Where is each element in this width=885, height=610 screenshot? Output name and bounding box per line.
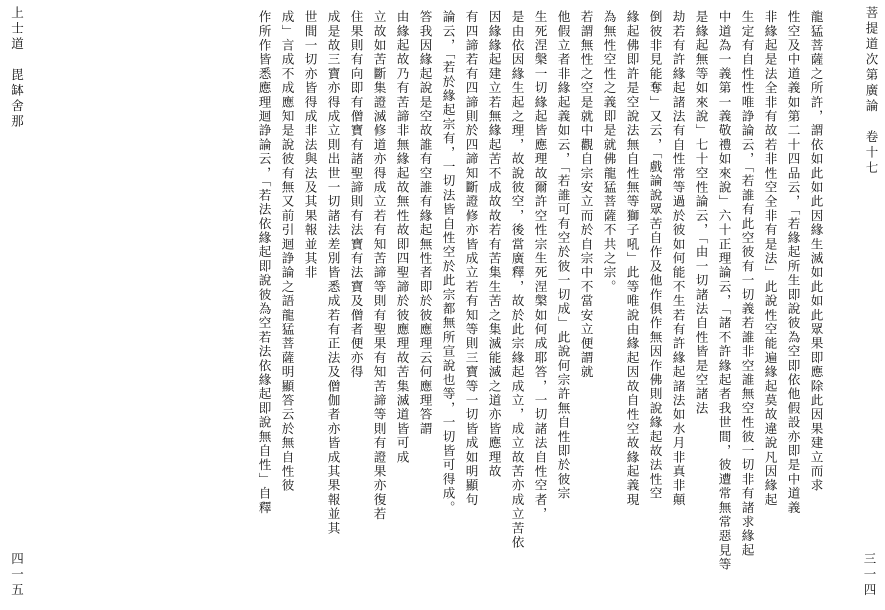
text-column: 性空及中道義如第二十四品云，「若緣起所生即說彼為空即依他假設亦即是中道義 (785, 10, 801, 515)
text-column: 倒彼非見能奪」又云，「戲論說眾苦自作及他作俱作無因作佛則說緣起故法性空 (647, 10, 663, 501)
running-head: 菩提道次第廣論 卷十七 (864, 6, 879, 177)
text-column: 答我因緣起說是空故誰有空誰有緣起無性者即於彼應理云何應理答謂 (417, 10, 433, 436)
text-column: 世間一切亦皆得成非法與法及其果報並其非 (302, 10, 318, 280)
text-column: 龍猛菩薩之所許，謂依如此如此因緣生滅如此如此眾果即應除此因果建立而求 (808, 10, 824, 493)
text-column: 因緣緣起建立若無緣起苦不成故故若有苦集生苦之集滅能滅之道亦皆應理故 (486, 10, 502, 479)
text-column: 有四諦若有四諦則於四諦知斷證修亦皆成立若有知等則三寶等一切皆成如明顯句 (463, 10, 479, 507)
text-column: 緣起佛即許是空說法無自性無等獅子吼」此等唯說由緣起因故自性空故緣起義現 (624, 10, 640, 507)
text-column: 若謂無性之空是就中觀自宗安立而於自宗中不當安立便謂就 (578, 10, 594, 380)
text-column: 是緣起無等如來說」七十空性論云，「由一切諸法自性皆是空諸法 (693, 10, 709, 416)
left-margin-note: 上士道 毘缽舍那 (9, 6, 25, 130)
text-column: 中道為一義第一義敬禮如來說」六十正理論云，「諸不許緣起者我世間，彼遭常無常惡見等 (716, 10, 732, 572)
text-column: 為無性空性之義即是就佛龍猛菩薩不共之宗。 (601, 10, 617, 294)
text-column: 是由依因緣生起之理，故說彼空，後當廣釋，故於此宗緣起成立，成立故苦亦成立苦依 (509, 10, 525, 550)
text-column: 作所作皆悉應理迴諍論云，「若法依緣起即說彼為空若法依緣起即說無自性」自釋 (256, 10, 272, 515)
text-columns (62, 10, 825, 600)
text-column: 非緣起是法全非有故若非性空全非有是法」此說性空能遍緣起莫故違說凡因緣起 (762, 10, 778, 507)
page-number-left: 四一五 (9, 551, 25, 598)
text-column: 成」言成不成應知是說彼有無又前引迴諍論之語龍猛菩薩明顯答云於無自性彼 (279, 10, 295, 493)
text-column: 生死涅槃一切緣起皆應理故爾許空性宗生死涅槃如何成耶答，一切諸法自性空者， (532, 10, 548, 522)
text-column: 他假立者非緣起義如云，「若誰可有空於彼一切成」此說何宗許無自性即於彼宗 (555, 10, 571, 501)
text-column: 成是故三寶亦得成立則出世一切諸法差別皆悉成若有正法及僧伽者亦皆成其果報並其 (325, 10, 341, 536)
text-column: 由緣起故乃有苦諦非無緣起故無性故即四聖諦於彼應理故苦集滅道皆可成 (394, 10, 410, 465)
text-column: 住果則有向即有僧寶有諸聖諦則有法寶有法寶及僧者便亦得 (348, 10, 364, 380)
page-number-right: 三一四 (862, 551, 877, 598)
text-column: 劫若有許緣起諸法有自性常等過於彼如何能不生若有許緣起諸法如水月非真非顛 (670, 10, 686, 507)
text-column: 立故如苦斷集證滅修道亦得成立若有知苦諦等則有聖果有知苦諦等則有證果亦復若 (371, 10, 387, 522)
text-column: 生定有自性性唯諍論云，「若誰有此空彼有一切義若誰非空誰無空性彼一切非有諸求緣起 (739, 10, 755, 558)
text-column: 論云，「若於緣起宗有，一切法皆自性空於此宗都無所宣說也等，一切皆可得成。 (440, 10, 456, 515)
